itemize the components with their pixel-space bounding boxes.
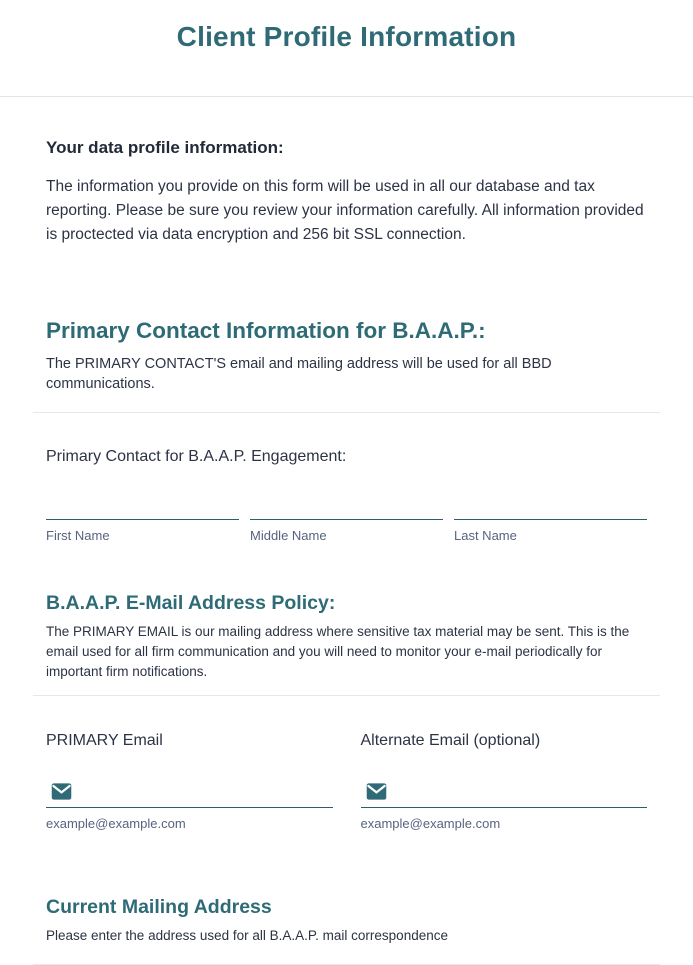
primary-email-label: PRIMARY Email <box>46 732 163 749</box>
alternate-email-input[interactable] <box>397 783 648 800</box>
mailing-address-section-header <box>0 895 693 964</box>
email-policy-heading: B.A.A.P. E-Mail Address Policy: <box>46 592 336 614</box>
intro-paragraph: The information you provide on this form will be used in all our database and tax reporting. Please be sure you review your information carefully. All information provided is proctected via data encryption and 256 bit SSL connection. <box>46 178 644 243</box>
primary-email-sublabel: example@example.com <box>46 816 186 831</box>
intro-section <box>0 138 693 247</box>
alternate-email-label: Alternate Email (optional) <box>360 732 541 749</box>
name-question <box>0 447 693 544</box>
primary-contact-section-header <box>0 317 693 412</box>
middle-name-field <box>250 480 443 544</box>
mailing-address-subheading: Please enter the address used for all B.A.A.P. mail correspondence <box>46 928 448 943</box>
alternate-email-field <box>361 731 648 832</box>
form-header <box>0 0 693 97</box>
envelope-icon <box>51 783 72 800</box>
middle-name-sublabel: Middle Name <box>250 528 327 543</box>
last-name-field <box>454 480 647 544</box>
primary-email-input-wrap <box>46 771 333 808</box>
first-name-field <box>46 480 239 544</box>
primary-email-field <box>46 731 333 832</box>
name-inputs-row <box>46 480 647 544</box>
envelope-icon <box>366 783 387 800</box>
alternate-email-sublabel: example@example.com <box>360 816 501 831</box>
form-body <box>0 138 693 965</box>
last-name-input[interactable] <box>454 480 647 520</box>
section-divider <box>33 412 660 413</box>
email-policy-section-header <box>0 591 693 695</box>
primary-email-input[interactable] <box>82 783 333 800</box>
intro-heading: Your data profile information: <box>46 138 284 157</box>
primary-contact-subheading: The PRIMARY CONTACT'S email and mailing address will be used for all BBD communications. <box>46 356 552 392</box>
mailing-address-heading: Current Mailing Address <box>46 896 272 918</box>
primary-contact-heading: Primary Contact Information for B.A.A.P.: <box>46 318 486 343</box>
alternate-email-input-wrap <box>361 771 648 808</box>
section-divider <box>33 695 660 696</box>
name-question-label: Primary Contact for B.A.A.P. Engagement: <box>46 448 347 465</box>
middle-name-input[interactable] <box>250 480 443 520</box>
first-name-sublabel: First Name <box>46 528 110 543</box>
first-name-input[interactable] <box>46 480 239 520</box>
email-policy-paragraph: The PRIMARY EMAIL is our mailing address where sensitive tax material may be sent. This is the email used for all firm communication and you will need to monitor your e-mail periodically for important firm notifications. <box>46 624 630 679</box>
last-name-sublabel: Last Name <box>454 528 517 543</box>
email-fields-row <box>0 731 693 832</box>
page-title: Client Profile Information <box>176 21 517 52</box>
